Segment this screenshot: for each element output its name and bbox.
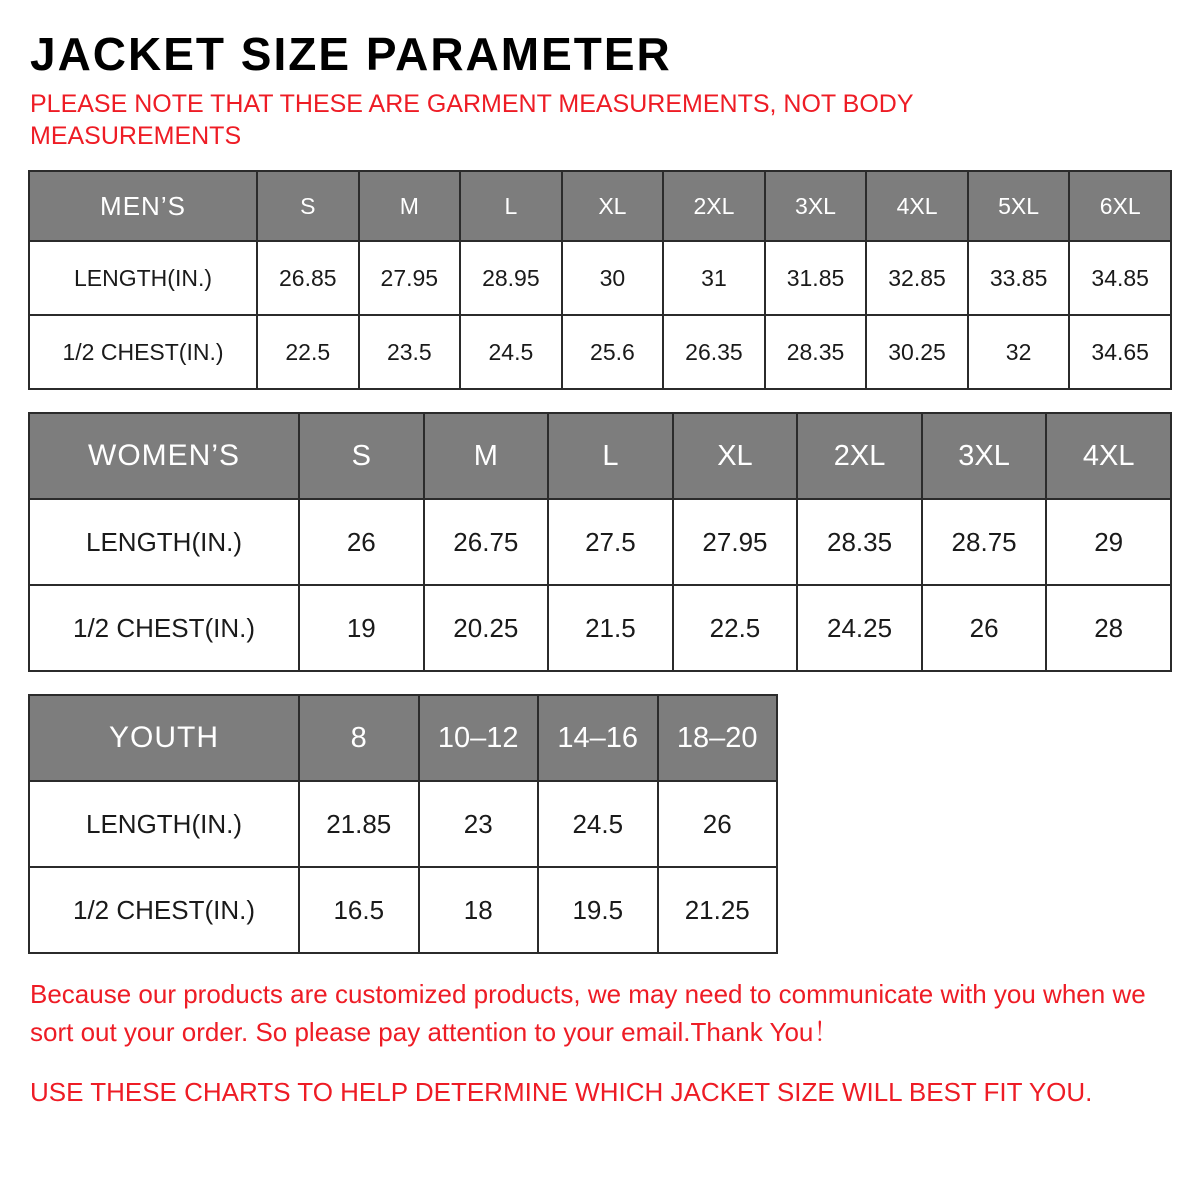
table-row [29, 867, 777, 953]
measurement-cell: 26 [299, 499, 424, 585]
size-header-cell: 6XL [1069, 171, 1171, 241]
measurement-cell: 24.5 [538, 781, 658, 867]
mens-table-title-cell: MEN’S [29, 171, 257, 241]
size-header-cell: 14–16 [538, 695, 658, 781]
measurement-cell: 21.25 [658, 867, 778, 953]
measurement-cell: 19 [299, 585, 424, 671]
measurement-cell: 28 [1046, 585, 1171, 671]
measurement-cell: 28.75 [922, 499, 1047, 585]
measurement-cell: 28.95 [460, 241, 562, 315]
measurement-cell: 34.85 [1069, 241, 1171, 315]
measurement-cell: 32.85 [866, 241, 968, 315]
size-header-cell: S [299, 413, 424, 499]
measurement-cell: 18 [419, 867, 539, 953]
table-row [29, 241, 1171, 315]
row-label: LENGTH(IN.) [29, 241, 257, 315]
measurement-cell: 27.5 [548, 499, 673, 585]
youth-table-title-cell: YOUTH [29, 695, 299, 781]
size-header-cell: 5XL [968, 171, 1070, 241]
measurement-cell: 30.25 [866, 315, 968, 389]
page-title: JACKET SIZE PARAMETER [30, 28, 672, 80]
measurement-cell: 31.85 [765, 241, 867, 315]
size-header-cell: 4XL [866, 171, 968, 241]
table-header-row [29, 695, 777, 781]
measurement-cell: 25.6 [562, 315, 664, 389]
measurement-cell: 24.5 [460, 315, 562, 389]
table-header-row [29, 171, 1171, 241]
measurement-cell: 26.75 [424, 499, 549, 585]
measurement-cell: 26 [922, 585, 1047, 671]
table-row [29, 315, 1171, 389]
measurement-cell: 21.85 [299, 781, 419, 867]
measurement-cell: 22.5 [257, 315, 359, 389]
size-header-cell: M [424, 413, 549, 499]
measurement-cell: 30 [562, 241, 664, 315]
table-row [29, 499, 1171, 585]
size-header-cell: L [548, 413, 673, 499]
womens-size-table [28, 412, 1172, 672]
measurement-cell: 16.5 [299, 867, 419, 953]
table-header-row [29, 413, 1171, 499]
size-header-cell: 18–20 [658, 695, 778, 781]
measurement-cell: 23 [419, 781, 539, 867]
size-header-cell: 2XL [797, 413, 922, 499]
youth-table-body [29, 695, 777, 953]
size-header-cell: 3XL [765, 171, 867, 241]
row-label: LENGTH(IN.) [29, 499, 299, 585]
size-header-cell: XL [673, 413, 798, 499]
size-header-cell: 3XL [922, 413, 1047, 499]
table-row [29, 585, 1171, 671]
measurement-cell: 19.5 [538, 867, 658, 953]
size-header-cell: S [257, 171, 359, 241]
measurement-cell: 28.35 [797, 499, 922, 585]
measurement-cell: 24.25 [797, 585, 922, 671]
size-header-cell: 8 [299, 695, 419, 781]
measurement-cell: 31 [663, 241, 765, 315]
measurement-cell: 33.85 [968, 241, 1070, 315]
measurement-cell: 26.85 [257, 241, 359, 315]
customization-notice: Because our products are customized products, we may need to communicate with you when we sort out your order. So please pay attention to your email.Thank You！ [30, 979, 1146, 1047]
womens-table-title-cell: WOMEN’S [29, 413, 299, 499]
measurement-cell: 23.5 [359, 315, 461, 389]
youth-size-table [28, 694, 778, 954]
size-header-cell: L [460, 171, 562, 241]
measurement-cell: 22.5 [673, 585, 798, 671]
measurement-cell: 34.65 [1069, 315, 1171, 389]
size-header-cell: 2XL [663, 171, 765, 241]
measurement-cell: 27.95 [359, 241, 461, 315]
size-header-cell: M [359, 171, 461, 241]
measurement-cell: 28.35 [765, 315, 867, 389]
row-label: 1/2 CHEST(IN.) [29, 867, 299, 953]
mens-table-body [29, 171, 1171, 389]
chart-usage-notice: USE THESE CHARTS TO HELP DETERMINE WHICH JACKET SIZE WILL BEST FIT YOU. [30, 1076, 1093, 1107]
measurement-cell: 29 [1046, 499, 1171, 585]
size-header-cell: 10–12 [419, 695, 539, 781]
measurement-cell: 21.5 [548, 585, 673, 671]
mens-size-table [28, 170, 1172, 390]
garment-measurement-note: PLEASE NOTE THAT THESE ARE GARMENT MEASUREMENTS, NOT BODY MEASUREMENTS [30, 90, 914, 151]
row-label: 1/2 CHEST(IN.) [29, 585, 299, 671]
measurement-cell: 20.25 [424, 585, 549, 671]
row-label: LENGTH(IN.) [29, 781, 299, 867]
size-header-cell: 4XL [1046, 413, 1171, 499]
womens-table-body [29, 413, 1171, 671]
table-row [29, 781, 777, 867]
size-header-cell: XL [562, 171, 664, 241]
measurement-cell: 26 [658, 781, 778, 867]
row-label: 1/2 CHEST(IN.) [29, 315, 257, 389]
measurement-cell: 27.95 [673, 499, 798, 585]
measurement-cell: 32 [968, 315, 1070, 389]
measurement-cell: 26.35 [663, 315, 765, 389]
